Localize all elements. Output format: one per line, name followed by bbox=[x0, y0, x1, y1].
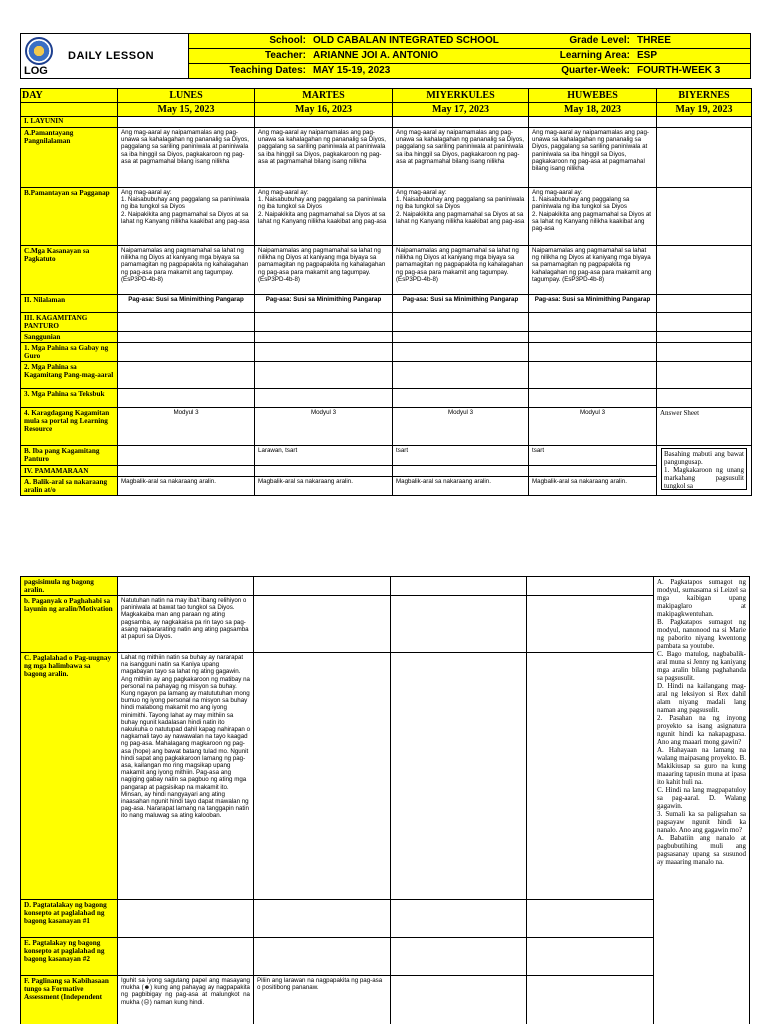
area-label: Learning Area: bbox=[559, 50, 630, 61]
row-label-pamamaraan: IV. PAMAMARAAN bbox=[21, 466, 118, 477]
cell-text: Larawan, tsart bbox=[255, 446, 393, 466]
lesson-table-page2 bbox=[20, 576, 750, 1024]
cell-text: Pag-asa: Susi sa Minimithing Pangarap bbox=[393, 295, 529, 313]
doc-title: DAILY LESSON bbox=[68, 50, 155, 62]
lesson-table-page1 bbox=[20, 88, 752, 496]
row-label-kagamitang-panturo: III. KAGAMITANG PANTURO bbox=[21, 313, 118, 332]
row-label-teksbuk: 3. Mga Pahina sa Teksbuk bbox=[21, 389, 118, 408]
lesson-header bbox=[20, 33, 751, 79]
row-label-karagdagang-kagamitan: 4. Karagdagang Kagamitan mula sa portal ng Learning Resource bbox=[21, 408, 118, 446]
logo-cell bbox=[21, 34, 189, 78]
cell-text: Pag-asa: Susi sa Minimithing Pangarap bbox=[255, 295, 393, 313]
cell-text: Modyul 3 bbox=[118, 408, 255, 446]
cell-text: Naipamamalas ang pagmamahal sa lahat ng nilikha ng Diyos at kaniyang mga biyaya sa pamamagitan ng pagpapakita ng kahalagahan ng pag-asa para makamit ang tagumpay. (EsP3PD-4b-8) bbox=[393, 246, 529, 295]
row-label-pagsisimula: pagsisimula ng bagong aralin. bbox=[21, 577, 118, 596]
row-label-paghahabi: b. Paganyak o Paghahabi sa layunin ng aralin/Motivation bbox=[21, 596, 118, 653]
cell-text: Lahat ng mithiin natin sa buhay ay nararapat na isangguni natin sa Kaniya upang magabayan tayo sa lahat ng ating gagawin. Ang mithiin ay ang pagkakaroon ng matibay na personal na pahayag ng misyon sa buhay. Kung ngayon pa lamang ay matututuhan mong bumuo ng iyong personal na misyon sa buhay hindi malabong makamit mo ang iyong minimithi. Tayong lahat ay may mithiin sa buhay ngunit kadalasan hindi natin ito nakukuha o natutupad dahil kapag nahirapan o nagkamali tayo ay nawawalan na tayo kaagad ng pag-asa. Mahalagang magkaroon ng pag-asa (hope) ang bawat batang tulad mo. Ngunit hindi sapat ang pagkakaroon lamang ng pag-asa, kailangan mo ring magsikap upang makamit ang iyong mithiin. Pag-asa ang nagiging gabay natin sa pagbuo ng ating mga pangarap at pagsisikap na makamit ito. Minsan, ay hindi nangyayari ang ating inaasahan ngunit hindi tayo dapat mawalan ng pag-asa. Nararapat lamang na tanggapin natin ito nang maluwag sa ating kalooban. bbox=[118, 653, 254, 900]
school-label: School: bbox=[269, 35, 306, 46]
cell-text: Ang mag-aaral ay naipamamalas ang pag-unawa sa kahalagahan ng pananalig sa Diyos, paggalang sa sariling paniniwala at paniniwala sa iba hinggil sa Diyos, pagkakaroon ng pag-asa at pagmamahal bilang isang nilikha bbox=[529, 128, 657, 188]
cell-text: Ang mag-aaral ay: 1. Naisabubuhay ang paggalang sa paniniwala ng iba tungkol sa Diyos 2. Naipakikita ang pagmamahal sa Diyos at sa lahat ng Kanyang nilikha kaakibat ang pag-asa bbox=[529, 188, 657, 246]
cell-text: Naipamamalas ang pagmamahal sa lahat ng nilikha ng Diyos at kaniyang mga biyaya sa pamamagitan ng pagpapakita ng kahalagahan ng pag-asa para makamit ang tagumpay. (EsP3PD-4b-8) bbox=[255, 246, 393, 295]
row-label-gabay-guro: 1. Mga Pahina sa Gabay ng Guro bbox=[21, 343, 118, 362]
grade-value: THREE bbox=[637, 35, 671, 46]
cell-text: Ang mag-aaral ay: 1. Naisabubuhay ang paggalang sa paniniwala ng iba tungkol sa Diyos 2. Naipakikita ang pagmamahal sa Diyos at sa lahat ng Kanyang nilikha kaakibat ang pag-asa bbox=[255, 188, 393, 246]
day-miyerkules: MIYERKULES bbox=[393, 89, 529, 103]
row-label-pamantayan-pagganap: B.Pamantayan sa Pagganap bbox=[21, 188, 118, 246]
cell-text: tsart bbox=[393, 446, 529, 466]
cell-text: Ang mag-aaral ay naipamamalas ang pag-unawa sa kahalagahan ng pananalig sa Diyos, paggalang sa sariling paniniwala at paniniwala sa iba hinggil sa Diyos, pagkakaroon ng pag-asa at pagmamahal bilang isang nilikha bbox=[255, 128, 393, 188]
doc-title-log: LOG bbox=[24, 65, 48, 77]
quarter-label: Quarter-Week: bbox=[561, 65, 630, 76]
cell-text: Magbalik-aral sa nakaraang aralin. bbox=[393, 477, 529, 496]
row-label-sanggunian: Sanggunian bbox=[21, 332, 118, 343]
cell-text: Magbalik-aral sa nakaraang aralin. bbox=[255, 477, 393, 496]
date-martes: May 16, 2023 bbox=[255, 103, 393, 117]
row-label-paglinang: F. Paglinang sa Kabihasaan tungo sa Formative Assessment (Independent bbox=[21, 976, 118, 1024]
teacher-value: ARIANNE JOI A. ANTONIO bbox=[313, 50, 439, 61]
school-value: OLD CABALAN INTEGRATED SCHOOL bbox=[313, 35, 499, 46]
day-huwebes: HUWEBES bbox=[529, 89, 657, 103]
cell-text: Pag-asa: Susi sa Minimithing Pangarap bbox=[118, 295, 255, 313]
cell-text: Iguhit sa iyong sagutang papel ang masayang mukha (☻) kung ang pahayag ay nagpapakita ng pagbibigay ng pag-asa at malungkot na mukha (☹) naman kung hindi. bbox=[118, 976, 254, 1024]
deped-seal-icon bbox=[25, 37, 53, 65]
cell-text: Modyul 3 bbox=[393, 408, 529, 446]
cell-text: Naipamamalas ang pagmamahal sa lahat ng nilikha ng Diyos at kaniyang mga biyaya sa pamamagitan ng pagpapakita ng kahalagahan ng pag-asa para makamit ang tagumpay. (EsP3PD-4b-8) bbox=[118, 246, 255, 295]
area-value: ESP bbox=[637, 50, 658, 61]
quarter-value: FOURTH-WEEK 3 bbox=[637, 65, 721, 76]
cell-text: Ang mag-aaral ay: 1. Naisabubuhay ang paggalang sa paniniwala ng iba tungkol sa Diyos 2. Naipakikita ang pagmamahal sa Diyos at sa lahat ng Kanyang nilikha kaakibat ang pag-asa bbox=[393, 188, 529, 246]
day-martes: MARTES bbox=[255, 89, 393, 103]
biyernes-quiz-text: A. Pagkatapos sumagot ng modyul, sumasama si Leizel sa mga kaibigan upang makipaglaro at makipagkwentuhan. B. Pagkatapos sumagot ng modyul, nanonood na si Marie ng paborito niyang kwentong pambata sa youtube. C. Bago matulog, nagbabalik-aral muna si Jenny ng kaniyang mga aralin bilang paghahanda sa pagsusulit. D. Hindi na kailangang mag-aral ng leksiyon si Rex dahil alam niyang madali lang naman ang pagsusulit. 2. Pasahan na ng inyong proyekto sa isang asignatura ngunit hindi ka nakapagpasa. Ano ang maaari mong gawin? A. Hahayaan na lamang na walang maipasang proyekto. B. Makikiusap sa guro na kung maaaring tapusin muna at ipasa ito kahit huli na. C. Hindi na lang magpapatuloy sa pag-aaral. D. Walang gagawin. 3. Sumali ka sa paligsahan sa pagsayaw ngunit hindi ka nanalo. Ano ang gagawin mo? A. Babatiin ang nanalo at pagbubutihing muli ang pagsasanay upang sa susunod ay maaaring manalo na. bbox=[654, 577, 750, 1024]
date-lunes: May 15, 2023 bbox=[118, 103, 255, 117]
dates-value: MAY 15-19, 2023 bbox=[313, 65, 391, 76]
day-biyernes: BIYERNES bbox=[657, 89, 752, 103]
dates-label: Teaching Dates: bbox=[229, 65, 306, 76]
cell-text: Pag-asa: Susi sa Minimithing Pangarap bbox=[529, 295, 657, 313]
row-label-pamantayang-pangnilalaman: A.Pamantayang Pangnilalaman bbox=[21, 128, 118, 188]
row-label-paglalahad: C. Paglalahad o Pag-uugnay ng mga halimbawa sa bagong aralin. bbox=[21, 653, 118, 900]
day-header: DAY bbox=[21, 89, 118, 103]
date-huwebes: May 18, 2023 bbox=[529, 103, 657, 117]
cell-text: Answer Sheet bbox=[657, 408, 752, 446]
cell-text: Natutuhan natin na may iba't ibang relihiyon o paniniwala at bawat tao tungkol sa Diyos. Magkakaiba man ang paraan ng ating pagsamba, ay nagkakaisa pa rin tayo sa pag-asang naipararating natin ang ating pagsamba at papuri sa Diyos. bbox=[118, 596, 254, 653]
cell-text: Ang mag-aaral ay: 1. Naisabubuhay ang paggalang sa paniniwala ng iba tungkol sa Diyos 2. Naipakikita ang pagmamahal sa Diyos at sa lahat ng Kanyang nilikha kaakibat ang pag-asa bbox=[118, 188, 255, 246]
grade-label: Grade Level: bbox=[569, 35, 630, 46]
row-label-kasanayan: C.Mga Kasanayan sa Pagkatuto bbox=[21, 246, 118, 295]
row-label-kagamitang-pang-mag-aaral: 2. Mga Pahina sa Kagamitang Pang-mag-aaral bbox=[21, 362, 118, 389]
cell-text: Modyul 3 bbox=[529, 408, 657, 446]
biyernes-question-box: Basahing mabuti ang bawat pangungusap. 1. Magkakaroon ng unang markahang pagsusulit tungkol sa bbox=[661, 448, 747, 490]
teacher-label: Teacher: bbox=[265, 50, 306, 61]
row-label-pagtatalakay-1: D. Pagtatalakay ng bagong konsepto at paglalahad ng bagong kasanayan #1 bbox=[21, 900, 118, 938]
date-biyernes: May 19, 2023 bbox=[657, 103, 752, 117]
section-layunin: I. LAYUNIN bbox=[21, 117, 118, 128]
cell-text: Ang mag-aaral ay naipamamalas ang pag-unawa sa kahalagahan ng pananalig sa Diyos, paggalang sa sariling paniniwala at paniniwala sa iba hinggil sa Diyos, pagkakaroon ng pag-asa at pagmamahal bilang isang nilikha bbox=[118, 128, 255, 188]
cell-text: Naipamamalas ang pagmamahal sa lahat ng nilikha ng Diyos at kaniyang mga biyaya sa pamamagitan ng pagpapakita ng kahalagahan ng pag-asa para makamit ang tagumpay. (EsP3PD-4b-8) bbox=[529, 246, 657, 295]
row-label-nilalaman: II. Nilalaman bbox=[21, 295, 118, 313]
cell-text: Modyul 3 bbox=[255, 408, 393, 446]
cell-text: Piliin ang larawan na nagpapakita ng pag-asa o positibong pananaw. bbox=[254, 976, 391, 1024]
cell-text: Magbalik-aral sa nakaraang aralin. bbox=[529, 477, 657, 496]
row-label-iba-pang-kagamitan: B. Iba pang Kagamitang Panturo bbox=[21, 446, 118, 466]
cell-text: Ang mag-aaral ay naipamamalas ang pag-unawa sa kahalagahan ng pananalig sa Diyos, paggalang sa sariling paniniwala at paniniwala sa iba hinggil sa Diyos, pagkakaroon ng pag-asa at pagmamahal bilang isang nilikha bbox=[393, 128, 529, 188]
cell-text: tsart bbox=[529, 446, 657, 466]
cell-text: Magbalik-aral sa nakaraang aralin. bbox=[118, 477, 255, 496]
date-miyerkules: May 17, 2023 bbox=[393, 103, 529, 117]
row-label-balik-aral: A. Balik-aral sa nakaraang aralin at/o bbox=[21, 477, 118, 496]
row-label-pagtalakay-2: E. Pagtalakay ng bagong konsepto at paglalahad ng bagong kasanayan #2 bbox=[21, 938, 118, 976]
day-lunes: LUNES bbox=[118, 89, 255, 103]
